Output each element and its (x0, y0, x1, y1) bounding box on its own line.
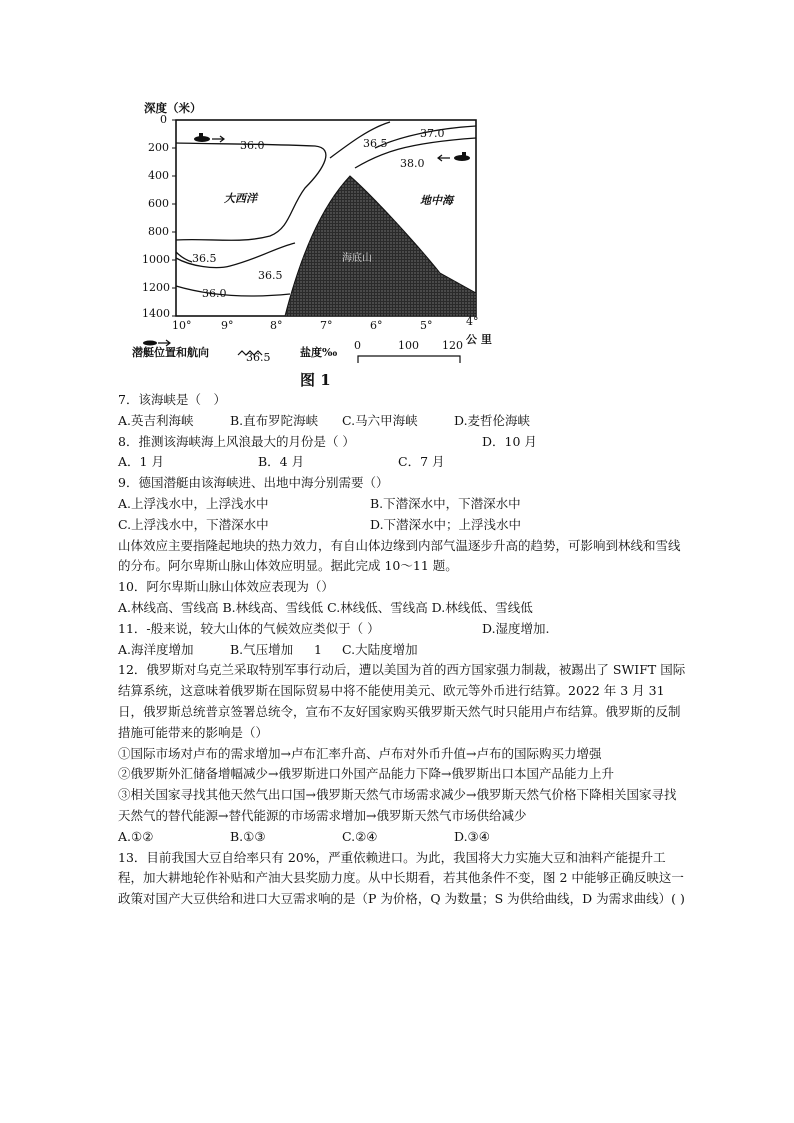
scale-label: 100 (398, 339, 419, 352)
q9-option-d: D.下潜深水中；上浮浅水中 (370, 516, 522, 532)
legend-isohaline-value: 36.5 (246, 351, 271, 364)
legend-salinity-label: 盐度‰ (300, 346, 338, 359)
isohaline-value: 36.0 (202, 287, 227, 300)
question-content (118, 390, 688, 910)
longitude-tick: 6° (370, 319, 383, 332)
depth-tick: 600 (148, 197, 169, 210)
q7-option-d: D.麦哲伦海峡 (454, 412, 531, 428)
longitude-tick: 4° (466, 315, 479, 328)
q8-option-b: B．4 月 (258, 454, 305, 470)
longitude-tick: 10° (172, 319, 192, 332)
q11-row (118, 619, 688, 640)
isohaline-36-0-b (176, 286, 290, 296)
scale-label: 120 (442, 339, 463, 352)
submarine-icon (194, 133, 224, 142)
depth-tick: 1400 (142, 307, 170, 320)
q12-item-1: ①国际市场对卢布的需求增加→卢布汇率升高、卢布对外币升值→卢布的国际购买力增强 (118, 745, 602, 761)
q12-option-b: B.①③ (230, 828, 266, 844)
isohaline-value: 36.5 (258, 269, 283, 282)
q7-option-a: A.英吉利海峡 (118, 412, 194, 428)
q9-option-a: A.上浮浅水中，上浮浅水中 (118, 495, 269, 511)
q11-stem: 11．-般来说，较大山体的气候效应类似于（ ） (118, 620, 380, 636)
q13-stem: 13．目前我国大豆自给率只有 20%，严重依赖进口。为此，我国将大力实施大豆和油料产能提升工程，加大耕地轮作补贴和产油大县奖励力度。从中长期看，若其他条件不变，图 2 中能够正确反映这一政策对国产大豆供给和进口大豆需求响的是（P 为价格，Q 为数量；S 为供给曲线，D 为需求曲线）( ) (118, 849, 685, 907)
q8-options (118, 452, 688, 473)
strait-cross-section-figure (120, 98, 500, 393)
q12-stem: 12．俄罗斯对乌克兰采取特别军事行动后，遭以美国为首的西方国家强力制裁，被踢出了 SWIFT 国际结算系统，这意味着俄罗斯在国际贸易中将不能使用美元、欧元等外币进行结算。2022 年 3 月 31 日，俄罗斯总统普京签署总统令，宣布不友好国家购买俄罗斯天然气时只能用卢布结算。俄罗斯的反制措施可能带来的影响是（） (118, 662, 686, 740)
legend-submarine-label: 潜艇位置和航向 (132, 346, 209, 359)
isohaline-value: 38.0 (400, 157, 425, 170)
depth-tick: 400 (148, 169, 169, 182)
q11-options (118, 640, 688, 661)
isohaline-36-5-c (176, 252, 192, 262)
longitude-tick: 5° (420, 319, 433, 332)
q12-options (118, 827, 688, 848)
longitude-tick: 8° (270, 319, 283, 332)
q10-stem: 10．阿尔卑斯山脉山体效应表现为（） (118, 579, 334, 595)
q9-option-b: B.下潜深水中，下潜深水中 (370, 495, 521, 511)
longitude-tick: 9° (221, 319, 234, 332)
longitude-tick: 7° (320, 319, 333, 332)
depth-tick: 800 (148, 225, 169, 238)
q8-stem: 8．推测该海峡海上风浪最大的月份是（ ） (118, 433, 355, 449)
q12-item-2: ②俄罗斯外汇储备增幅减少→俄罗斯进口外国产品能力下降→俄罗斯出口本国产品能力上升 (118, 766, 614, 782)
mediterranean-label: 地中海 (420, 194, 453, 207)
q8-option-d: D．10 月 (482, 433, 537, 449)
q11-option-a: A.海洋度增加 (118, 641, 194, 657)
q8-option-a: A．1 月 (118, 454, 164, 470)
q7-stem: 7．该海峡是（ ） (118, 392, 226, 407)
seamount-label: 海底山 (342, 253, 372, 264)
depth-axis-label: 深度（米） (144, 101, 202, 115)
q12-option-c: C.②④ (342, 828, 378, 844)
scale-bar (358, 356, 460, 363)
q8-option-c: C．7 月 (398, 454, 445, 470)
depth-tick: 0 (160, 113, 167, 126)
isohaline-value: 37.0 (420, 127, 445, 140)
atlantic-label: 大西洋 (224, 192, 257, 205)
q9-options-row2 (118, 515, 688, 536)
figure-caption: 图 1 (300, 371, 331, 389)
q11-option-c: C.大陆度增加 (342, 641, 418, 657)
submarine-icon (438, 152, 470, 161)
isohaline-value: 36.5 (192, 252, 217, 265)
depth-tick: 200 (148, 141, 169, 154)
q7-option-b: B.直布罗陀海峡 (230, 412, 319, 428)
q12-option-a: A.①② (118, 828, 154, 844)
q9-option-c: C.上浮浅水中，下潜深水中 (118, 516, 269, 532)
q10-options: A.林线高、雪线高 B.林线高、雪线低 C.林线低、雪线高 D.林线低、雪线低 (118, 599, 533, 615)
q8-row (118, 432, 688, 453)
depth-tick: 1200 (142, 281, 170, 294)
q11-stray-mark: 1 (314, 641, 322, 657)
isohaline-value: 36.0 (240, 139, 265, 152)
scale-unit-label: 公 里 (466, 333, 492, 346)
q7-option-c: C.马六甲海峡 (342, 412, 418, 428)
q9-options-row1 (118, 494, 688, 515)
passage-intro: 山体效应主要指隆起地块的热力效力，有自山体边缘到内部气温逐步升高的趋势，可影响到林线和雪线的分布。阿尔卑斯山脉山体效应明显。据此完成 10～11 题。 (118, 537, 681, 574)
q9-stem: 9．德国潜艇由该海峡进、出地中海分别需要（） (118, 475, 389, 491)
q11-option-d: D.湿度增加. (482, 620, 550, 636)
q12-item-3: ③相关国家寻找其他天然气出口国→俄罗斯天然气市场需求减少→俄罗斯天然气价格下降相关国家寻找天然气的替代能源→替代能源的市场需求增加→俄罗斯天然气市场供给减少 (118, 787, 677, 823)
isohaline-value: 36.5 (363, 137, 388, 150)
q11-option-b: B.气压增加 (230, 641, 294, 657)
scale-label: 0 (354, 339, 361, 352)
q12-option-d: D.③④ (454, 828, 490, 844)
q7-options (118, 411, 688, 432)
depth-tick: 1000 (142, 253, 170, 266)
